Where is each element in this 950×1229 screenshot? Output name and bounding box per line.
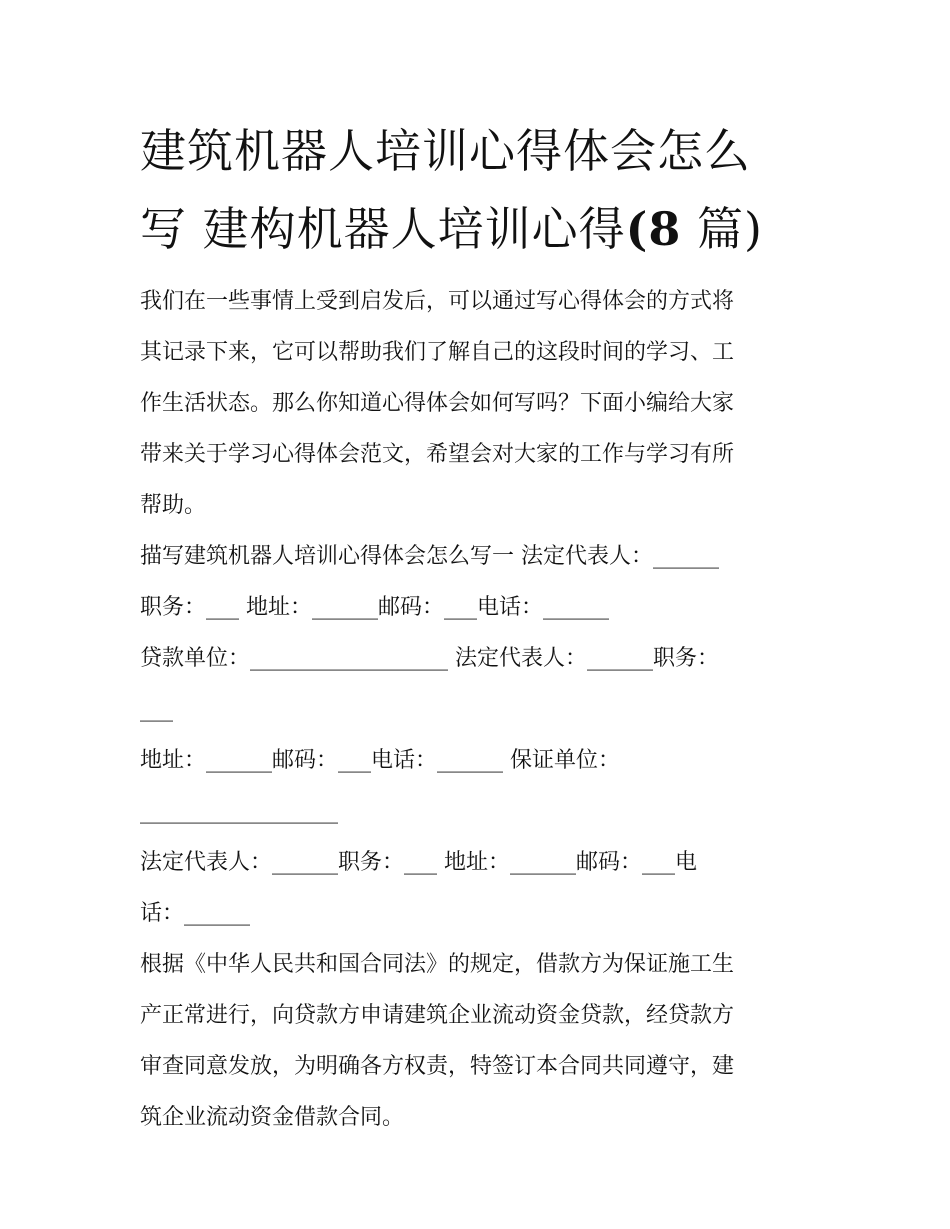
document-body xyxy=(140,276,812,1143)
title-line-2-text: 写 建构机器人培训心得 xyxy=(140,202,626,256)
text-line: 审查同意发放，为明确各方权责，特签订本合同共同遵守，建 xyxy=(140,1054,735,1079)
title-line-2 xyxy=(140,190,820,268)
text-line: 我们在一些事情上受到启发后，可以通过写心得体会的方式将 xyxy=(140,289,735,314)
page-title xyxy=(140,112,820,268)
text-line: 贷款单位：__________________ 法定代表人：______职务： xyxy=(140,646,719,671)
text-line: ___ xyxy=(140,697,173,722)
intro-paragraph xyxy=(140,276,812,531)
text-line: 其记录下来，它可以帮助我们了解自己的这段时间的学习、工 xyxy=(140,340,735,365)
text-line: 地址：______邮码：___电话：______ 保证单位： xyxy=(140,748,620,773)
parties-section xyxy=(140,531,812,939)
title-line-1: 建筑机器人培训心得体会怎么 xyxy=(140,124,751,178)
title-count: (8 xyxy=(625,202,682,256)
text-line: 帮助。 xyxy=(140,493,207,518)
text-line: 话：______ xyxy=(140,901,251,926)
text-line: 根据《中华人民共和国合同法》的规定，借款方为保证施工生 xyxy=(140,952,735,977)
text-line: 作生活状态。那么你知道心得体会如何写吗？下面小编给大家 xyxy=(140,391,735,416)
text-line: 带来关于学习心得体会范文，希望会对大家的工作与学习有所 xyxy=(140,442,735,467)
text-line: 筑企业流动资金借款合同。 xyxy=(140,1105,405,1130)
text-line: __________________ xyxy=(140,799,338,824)
contract-paragraph xyxy=(140,939,812,1143)
text-line: 法定代表人：______职务：___ 地址：______邮码：___电 xyxy=(140,850,697,875)
text-line: 描写建筑机器人培训心得体会怎么写一 法定代表人：______ xyxy=(140,544,719,569)
title-line-2-end: 篇) xyxy=(681,202,763,256)
text-line: 产正常进行，向贷款方申请建筑企业流动资金贷款，经贷款方 xyxy=(140,1003,735,1028)
text-line: 职务：___ 地址：______邮码：___电话：______ xyxy=(140,595,609,620)
